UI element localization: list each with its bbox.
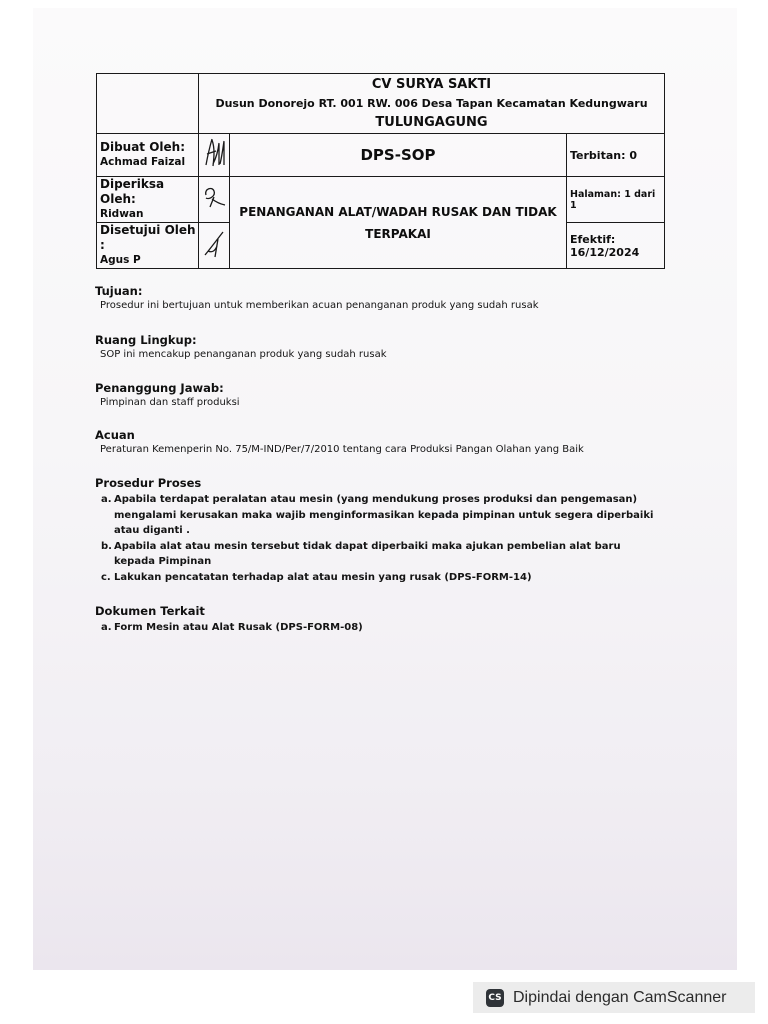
- approved-by-cell: [97, 223, 199, 269]
- effective-label: Efektif:: [570, 232, 616, 246]
- checked-by-name: Ridwan: [100, 208, 144, 220]
- logo-cell: [97, 74, 199, 134]
- list-item-text: Form Mesin atau Alat Rusak (DPS-FORM-08): [114, 622, 363, 633]
- section-ruang-lingkup: [95, 333, 655, 381]
- section-title: Prosedur Proses: [95, 476, 202, 490]
- approved-by-label: Disetujui Oleh :: [100, 223, 196, 252]
- list-item: [95, 492, 655, 539]
- signature-icon: [200, 183, 228, 213]
- doc-title: PENANGANAN ALAT/WADAH RUSAK DAN TIDAK TERPAKAI: [230, 177, 567, 269]
- list-item: [95, 620, 655, 636]
- company-city: TULUNGAGUNG: [375, 115, 488, 130]
- section-title: Penanggung Jawab:: [95, 381, 224, 395]
- company-address: Dusun Donorejo RT. 001 RW. 006 Desa Tapan Kecamatan Kedungwaru: [215, 97, 648, 110]
- company-cell: [199, 74, 665, 134]
- section-dokumen-terkait: [95, 604, 655, 636]
- approved-by-signature: [199, 223, 230, 269]
- section-title: Ruang Lingkup:: [95, 333, 197, 347]
- procedure-list: [95, 492, 655, 585]
- list-marker: a.: [101, 622, 112, 633]
- related-documents-list: [95, 620, 655, 636]
- list-item: [95, 539, 655, 570]
- checked-by-cell: [97, 177, 199, 223]
- effective-date: 16/12/2024: [570, 245, 640, 259]
- checked-by-label: Diperiksa Oleh:: [100, 177, 165, 206]
- list-item-text: Apabila alat atau mesin tersebut tidak dapat diperbaiki maka ajukan pembelian alat baru kepada Pimpinan: [114, 540, 621, 567]
- section-tujuan: [95, 284, 655, 333]
- list-item-text: Apabila terdapat peralatan atau mesin (yang mendukung proses produksi dan pengemasan) mengalami kerusakan maka wajib menginformasikan kepada pimpinan untuk segera diperbaiki atau diganti .: [114, 494, 654, 536]
- signature-icon: [200, 227, 228, 261]
- list-item-text: Lakukan pencatatan terhadap alat atau mesin yang rusak (DPS-FORM-14): [114, 571, 532, 583]
- document-header-table: [96, 73, 665, 269]
- camscanner-badge: [473, 982, 755, 1013]
- camscanner-text: Dipindai dengan CamScanner: [513, 988, 727, 1006]
- checked-by-signature: [199, 177, 230, 223]
- made-by-signature: [199, 134, 230, 177]
- list-marker: a.: [101, 494, 112, 505]
- section-text: Prosedur ini bertujuan untuk memberikan acuan penanganan produk yang sudah rusak: [100, 300, 539, 311]
- section-title: Tujuan:: [95, 284, 143, 298]
- document-body: [95, 284, 655, 636]
- page-number: Halaman: 1 dari 1: [567, 177, 665, 223]
- section-text: Pimpinan dan staff produksi: [100, 397, 240, 408]
- section-prosedur-proses: [95, 476, 655, 604]
- section-title: Acuan: [95, 428, 135, 442]
- issue-number: Terbitan: 0: [567, 134, 665, 177]
- effective-cell: [567, 223, 665, 269]
- made-by-cell: [97, 134, 199, 177]
- camscanner-icon: CS: [486, 989, 504, 1007]
- list-marker: c.: [101, 571, 111, 583]
- section-text: SOP ini mencakup penanganan produk yang sudah rusak: [100, 349, 387, 360]
- list-item: [95, 570, 655, 586]
- doc-code: DPS-SOP: [230, 134, 567, 177]
- section-acuan: [95, 428, 655, 476]
- list-marker: b.: [101, 540, 112, 552]
- section-title: Dokumen Terkait: [95, 604, 205, 618]
- signature-icon: [200, 134, 228, 172]
- made-by-label: Dibuat Oleh:: [100, 140, 186, 154]
- made-by-name: Achmad Faizal: [100, 156, 186, 168]
- section-text: Peraturan Kemenperin No. 75/M-IND/Per/7/2010 tentang cara Produksi Pangan Olahan yang Baik: [100, 444, 584, 455]
- company-name: CV SURYA SAKTI: [371, 77, 492, 92]
- section-penanggung-jawab: [95, 381, 655, 428]
- approved-by-name: Agus P: [100, 254, 141, 266]
